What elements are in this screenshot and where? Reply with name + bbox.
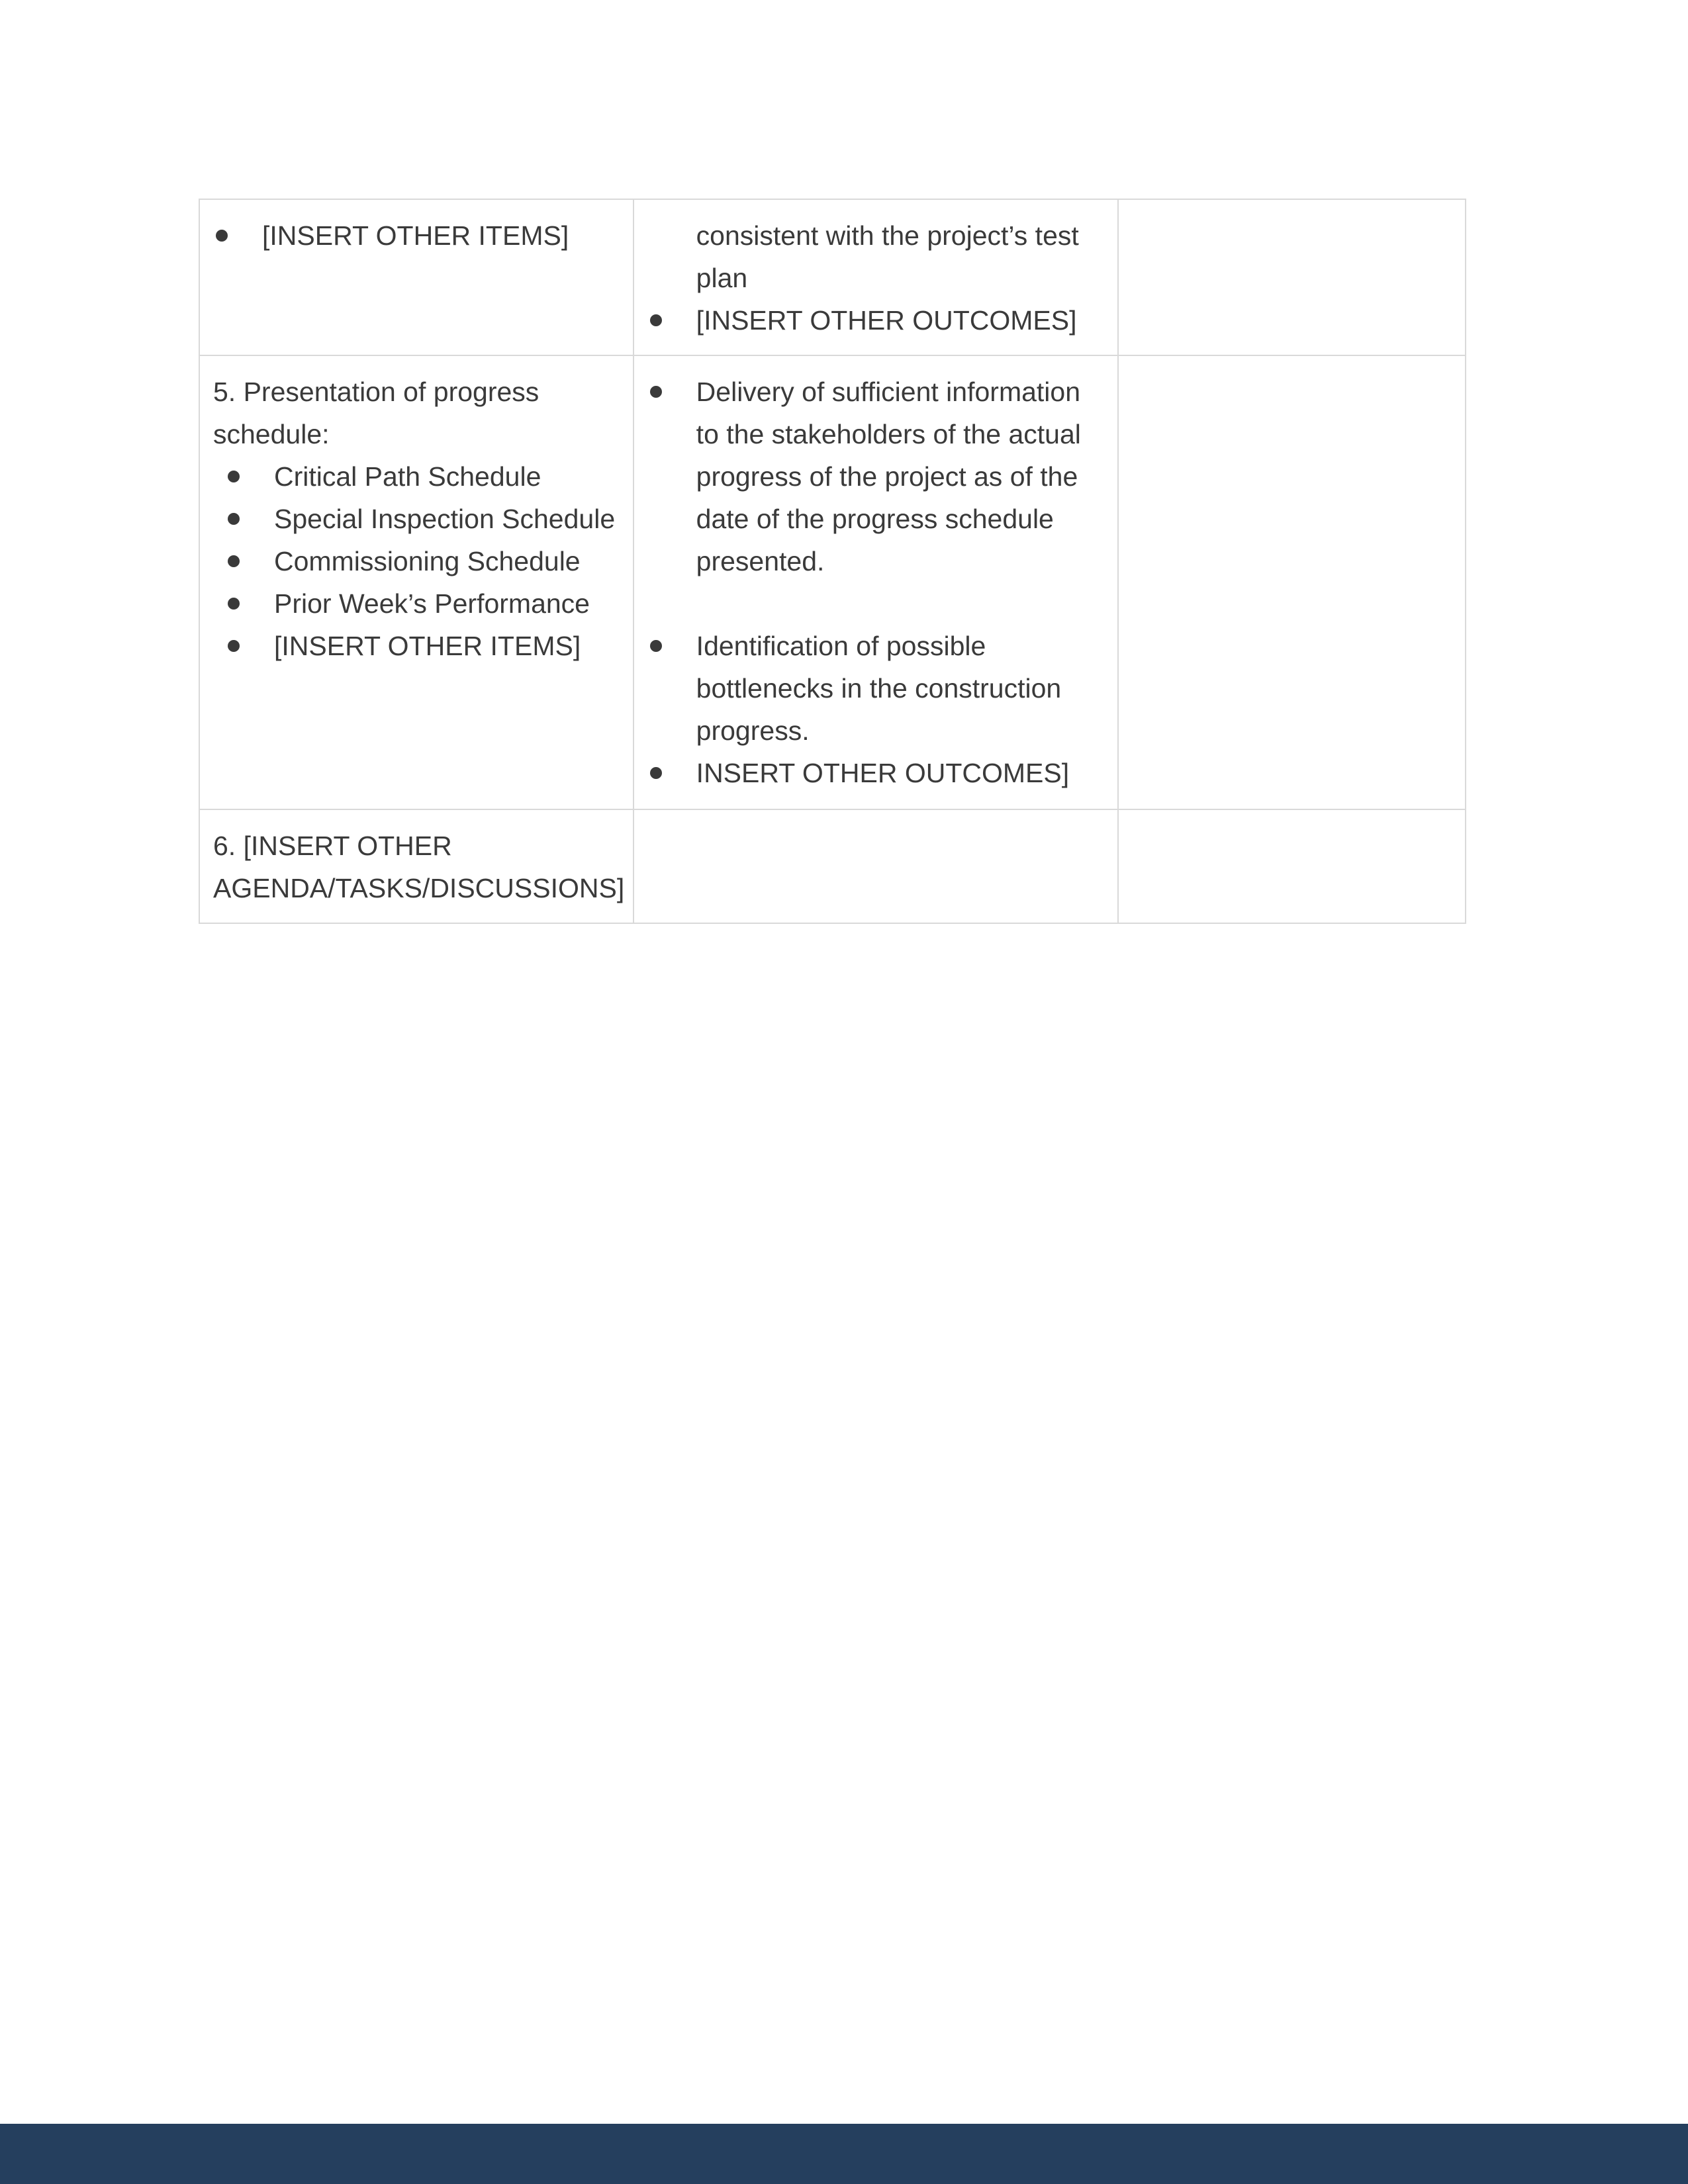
list-item [213,540,620,582]
list-item [647,625,1105,752]
list-item-text: Prior Week’s Performance [274,588,590,619]
empty-cell [1118,199,1466,355]
bullet-icon [650,767,662,779]
empty-cell [633,809,1119,923]
bullet-list [213,214,620,257]
list-item [213,625,620,667]
bullet-icon [650,640,662,652]
agenda-cell [199,355,633,809]
bullet-icon [650,386,662,398]
empty-cell [1118,355,1466,809]
list-item-text: Commissioning Schedule [274,546,581,576]
list-item [647,299,1105,341]
bullet-icon [228,471,240,482]
bullet-list [647,371,1105,582]
list-item-text: Special Inspection Schedule [274,504,616,534]
list-item-text: Critical Path Schedule [274,461,541,492]
bullet-list [213,455,620,667]
agenda-table [199,199,1466,924]
agenda-heading: 5. Presentation of progress schedule: [213,377,539,449]
bullet-icon [228,555,240,567]
list-item-text: [INSERT OTHER ITEMS] [262,220,569,251]
empty-cell [1118,809,1466,923]
bullet-list [647,625,1105,794]
outcome-cell [633,199,1119,355]
list-item [213,582,620,625]
list-item-text: Identification of possible bottlenecks in the construction progress. [696,631,1062,746]
paragraph-spacer [647,582,1105,625]
bullet-list [647,299,1105,341]
bullet-icon [228,598,240,610]
table-row [199,199,1466,355]
list-item-text: Delivery of sufficient information to the stakeholders of the actual progress of the project as of the date of the progress schedule presented. [696,377,1081,576]
list-item [213,214,620,257]
footer-bar [0,2124,1688,2184]
list-item [213,455,620,498]
bullet-icon [228,513,240,525]
bullet-icon [228,640,240,652]
outcome-cell [633,355,1119,809]
continued-text: consistent with the project’s test plan [696,220,1079,293]
list-item-text: [INSERT OTHER OUTCOMES] [696,305,1077,336]
bullet-icon [650,314,662,326]
agenda-cell [199,199,633,355]
list-item-text: INSERT OTHER OUTCOMES] [696,758,1070,788]
list-item [213,498,620,540]
list-item [647,752,1105,794]
agenda-heading: 6. [INSERT OTHER AGENDA/TASKS/DISCUSSIONS] [213,831,625,903]
list-item [647,371,1105,582]
table-row [199,809,1466,923]
agenda-cell [199,809,633,923]
list-item-text: [INSERT OTHER ITEMS] [274,631,581,661]
table-row [199,355,1466,809]
bullet-icon [216,230,228,242]
